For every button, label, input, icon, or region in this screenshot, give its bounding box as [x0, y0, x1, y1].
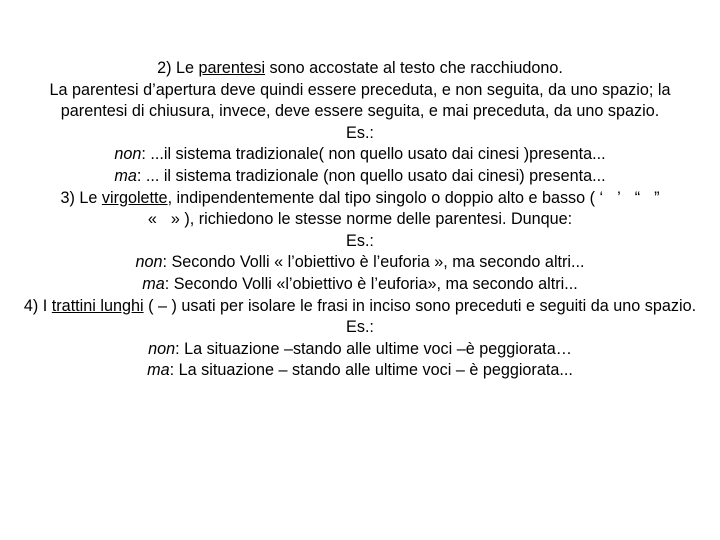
rule4-ma-text: : La situazione – stando alle ultime voci – è peggiorata...	[169, 361, 573, 380]
rule4-ma-label: ma	[147, 361, 170, 380]
rule3-heading-rest: , indipendentemente dal tipo singolo o doppio alto e basso ( ‘	[167, 188, 604, 207]
rule3-example-label: Es.:	[346, 231, 374, 250]
rule3-quote-single-close: ’	[617, 188, 621, 207]
rule3-ma-label: ma	[142, 274, 165, 293]
rule2-ma-label: ma	[114, 166, 137, 185]
rule4-non-text: : La situazione –stando alle ultime voci –è peggiorata…	[175, 339, 572, 358]
rule2-ma-text: : ... il sistema tradizionale (non quello usato dai cinesi) presenta...	[136, 166, 606, 185]
rule3-quote-guillemet-close: »	[170, 210, 180, 229]
rule3-keyword: virgolette	[101, 188, 168, 207]
rule2-heading-rest: sono accostate al testo che racchiudono.	[265, 59, 563, 77]
rule2-body: La parentesi d’apertura deve quindi essere preceduta, e non seguita, da uno spazio; la parentesi di chiusura, invece, deve essere seguita, e mai preceduta, da uno spazio.	[49, 80, 671, 121]
rule3-heading	[14, 188, 706, 210]
rule3-quote-double-open: “	[634, 188, 641, 207]
rule2-keyword: parentesi	[198, 59, 266, 77]
rule3-non-text: : Secondo Volli « l’obiettivo è l’euforia », ma secondo altri...	[162, 253, 585, 272]
rule3-non-label: non	[135, 253, 163, 272]
rule3-quote-guillemet-open: «	[147, 210, 157, 229]
rule4-heading	[14, 296, 706, 318]
rule3-heading-tail: ), richiedono le stesse norme delle parentesi. Dunque:	[179, 210, 573, 229]
rule2-ma-example	[14, 166, 706, 188]
rule3-ma-example	[14, 274, 706, 296]
rule3-quote-double-close: ”	[654, 188, 660, 207]
rule2-non-text: : ...il sistema tradizionale( non quello usato dai cinesi )presenta...	[141, 145, 606, 164]
rule2-non-example	[14, 144, 706, 166]
rule3-non-example	[14, 252, 706, 274]
rule2-number: 2) Le	[157, 59, 199, 77]
rule4-non-example	[14, 339, 706, 361]
rule4-ma-example	[14, 360, 706, 382]
rule2-non-label: non	[114, 145, 142, 164]
rule2-heading	[14, 58, 706, 80]
rule4-heading-rest: ( – ) usati per isolare le frasi in inciso sono preceduti e seguiti da uno spazio.	[143, 296, 697, 315]
rule4-number: 4) I	[23, 296, 52, 315]
rule3-ma-text: : Secondo Volli «l’obiettivo è l’euforia», ma secondo altri...	[164, 274, 578, 293]
rule3-heading-cont	[14, 209, 706, 231]
rule3-number: 3) Le	[60, 188, 102, 207]
rule2-example-label: Es.:	[346, 123, 374, 142]
rule4-example-label: Es.:	[346, 318, 374, 337]
rule4-non-label: non	[148, 339, 176, 358]
rules-text	[14, 58, 706, 382]
rule4-keyword: trattini lunghi	[51, 296, 144, 315]
